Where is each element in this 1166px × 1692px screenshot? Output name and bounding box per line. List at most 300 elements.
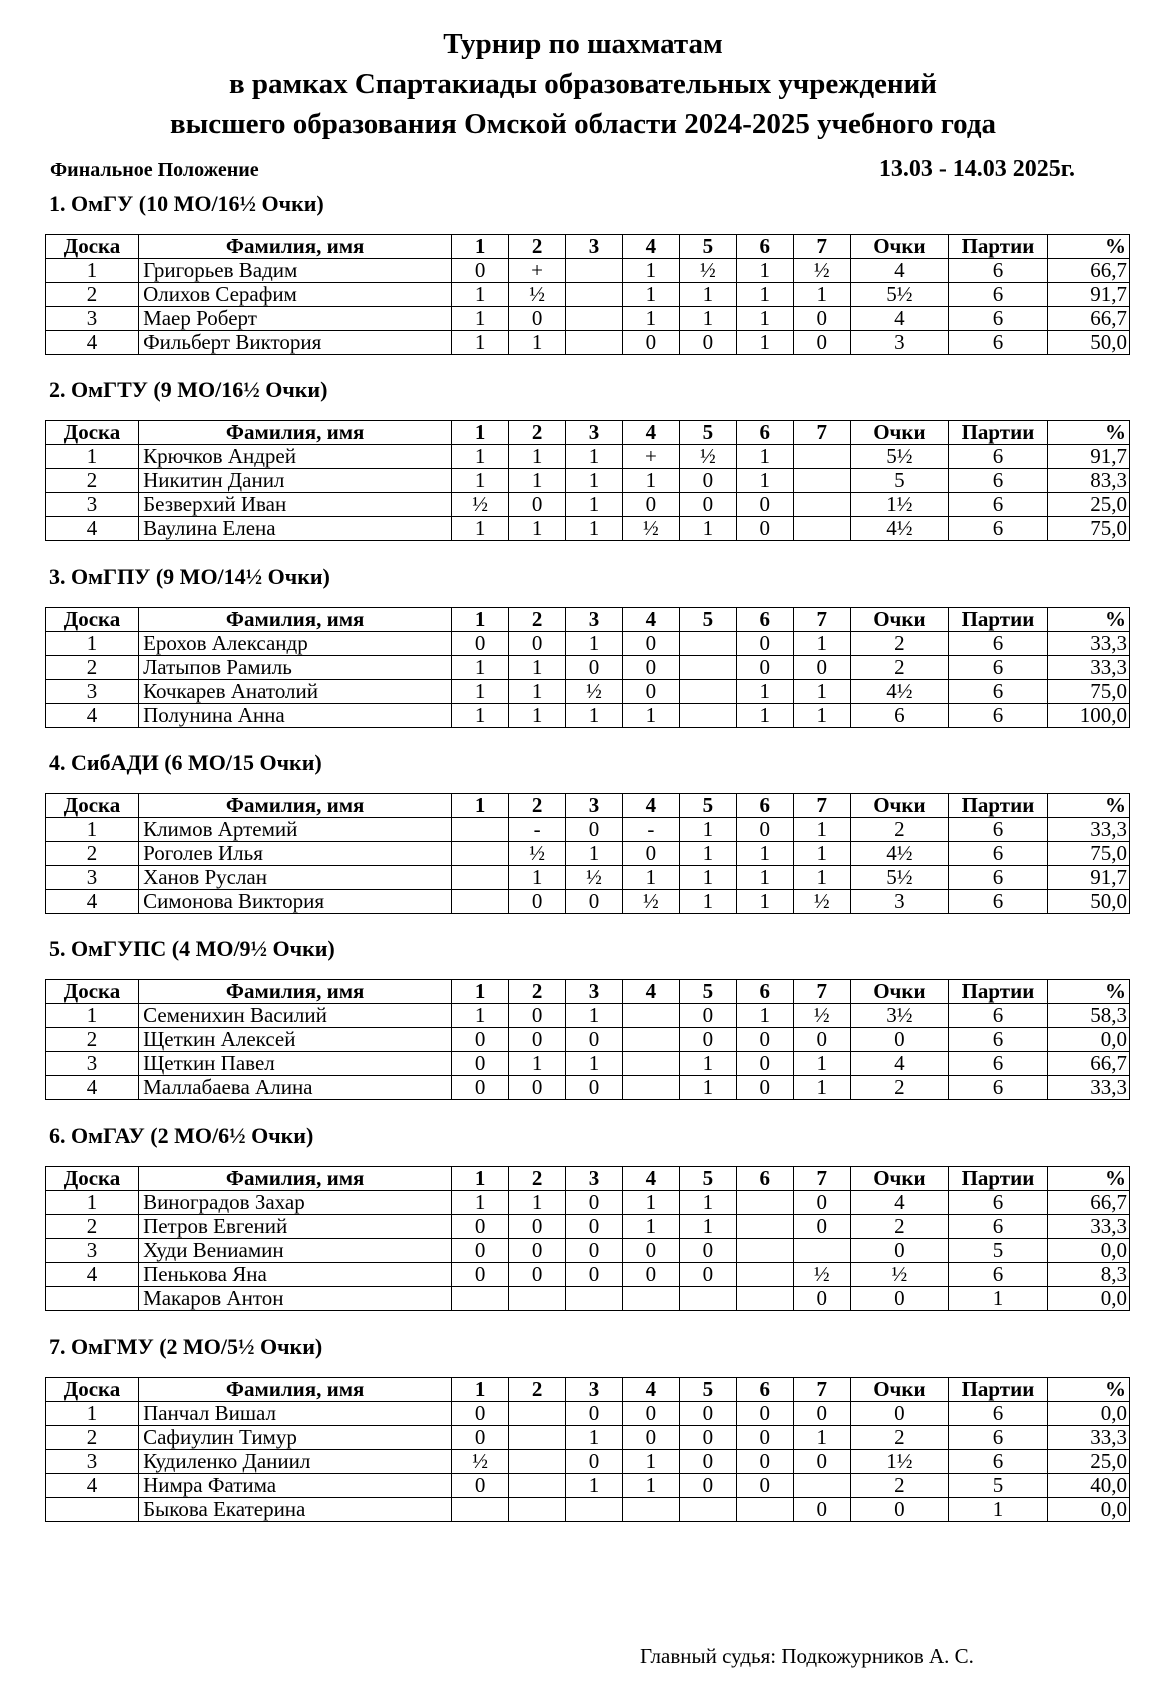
- result-cell: 0: [452, 1263, 509, 1287]
- column-header: 1: [452, 794, 509, 818]
- column-header: Доска: [46, 1378, 139, 1402]
- result-cell: 4: [850, 1052, 949, 1076]
- table-row: [46, 331, 1130, 355]
- result-cell: [566, 1498, 623, 1522]
- result-cell: ½: [793, 1263, 850, 1287]
- result-cell: 6: [949, 818, 1048, 842]
- result-cell: 0: [566, 1239, 623, 1263]
- board-number: 3: [46, 866, 139, 890]
- result-cell: 6: [949, 1052, 1048, 1076]
- column-header: 5: [679, 421, 736, 445]
- team-section: [45, 935, 1130, 1100]
- result-cell: 1: [679, 1215, 736, 1239]
- result-cell: 33,3: [1047, 1076, 1129, 1100]
- result-cell: +: [622, 445, 679, 469]
- result-cell: 0: [679, 1239, 736, 1263]
- column-header: 6: [736, 1378, 793, 1402]
- board-number: 4: [46, 890, 139, 914]
- result-cell: 0: [566, 1402, 623, 1426]
- column-header: 7: [793, 608, 850, 632]
- result-cell: [736, 1263, 793, 1287]
- player-name: Ваулина Елена: [139, 517, 452, 541]
- table-row: [46, 1004, 1130, 1028]
- result-cell: 1: [736, 680, 793, 704]
- result-cell: 0: [566, 818, 623, 842]
- result-cell: [679, 632, 736, 656]
- player-name: Латыпов Рамиль: [139, 656, 452, 680]
- result-cell: [566, 259, 623, 283]
- result-cell: 50,0: [1047, 890, 1129, 914]
- result-cell: 1: [622, 1191, 679, 1215]
- result-cell: 75,0: [1047, 517, 1129, 541]
- result-cell: 0: [679, 1028, 736, 1052]
- result-cell: [622, 1028, 679, 1052]
- result-cell: 4½: [850, 680, 949, 704]
- result-cell: 1: [622, 1474, 679, 1498]
- result-cell: ½: [793, 259, 850, 283]
- result-cell: 1: [452, 445, 509, 469]
- column-header: Партии: [949, 794, 1048, 818]
- result-cell: 0: [452, 1076, 509, 1100]
- player-name: Щеткин Павел: [139, 1052, 452, 1076]
- result-cell: [622, 1052, 679, 1076]
- result-cell: 33,3: [1047, 632, 1129, 656]
- result-cell: 0: [622, 493, 679, 517]
- result-cell: 0: [793, 331, 850, 355]
- table-row: [46, 1474, 1130, 1498]
- result-cell: 0: [622, 632, 679, 656]
- table-row: [46, 890, 1130, 914]
- column-header: 5: [679, 980, 736, 1004]
- team-heading: 1. ОмГУ (10 МО/16½ Очки): [49, 191, 324, 216]
- result-cell: [679, 656, 736, 680]
- column-header: 2: [509, 1378, 566, 1402]
- result-cell: 0: [509, 1239, 566, 1263]
- column-header: 5: [679, 1167, 736, 1191]
- result-cell: 6: [949, 1215, 1048, 1239]
- result-cell: 6: [949, 842, 1048, 866]
- player-name: Панчал Вишал: [139, 1402, 452, 1426]
- result-cell: 1: [736, 1004, 793, 1028]
- table-row: [46, 632, 1130, 656]
- column-header: 6: [736, 1167, 793, 1191]
- player-name: Быкова Екатерина: [139, 1498, 452, 1522]
- table-row: [46, 1498, 1130, 1522]
- result-cell: 1: [509, 704, 566, 728]
- result-cell: 0: [509, 1004, 566, 1028]
- result-cell: 0: [736, 517, 793, 541]
- column-header: 4: [622, 794, 679, 818]
- column-header: 7: [793, 1167, 850, 1191]
- results-table: [45, 234, 1130, 355]
- result-cell: ½: [452, 493, 509, 517]
- result-cell: ½: [793, 890, 850, 914]
- result-cell: [509, 1287, 566, 1311]
- column-header: 5: [679, 794, 736, 818]
- result-cell: 0: [622, 1239, 679, 1263]
- result-cell: -: [622, 818, 679, 842]
- result-cell: 5½: [850, 445, 949, 469]
- column-header: Фамилия, имя: [139, 980, 452, 1004]
- result-cell: 0: [509, 493, 566, 517]
- result-cell: 1: [793, 283, 850, 307]
- column-header: 1: [452, 421, 509, 445]
- result-cell: 1: [679, 1052, 736, 1076]
- result-cell: 5: [949, 1239, 1048, 1263]
- column-header: %: [1047, 794, 1129, 818]
- board-number: 1: [46, 1191, 139, 1215]
- player-name: Маллабаева Алина: [139, 1076, 452, 1100]
- result-cell: 1: [622, 1450, 679, 1474]
- board-number: 4: [46, 1076, 139, 1100]
- result-cell: 0: [509, 307, 566, 331]
- result-cell: 33,3: [1047, 818, 1129, 842]
- result-cell: 66,7: [1047, 1052, 1129, 1076]
- result-cell: 1: [509, 866, 566, 890]
- result-cell: 0: [452, 1028, 509, 1052]
- result-cell: 0: [566, 1076, 623, 1100]
- result-cell: 1: [566, 1474, 623, 1498]
- result-cell: 1: [566, 842, 623, 866]
- result-cell: 0: [736, 632, 793, 656]
- team-section: [45, 190, 1130, 355]
- result-cell: 8,3: [1047, 1263, 1129, 1287]
- result-cell: 66,7: [1047, 259, 1129, 283]
- result-cell: 0: [793, 1028, 850, 1052]
- result-cell: 6: [949, 307, 1048, 331]
- column-header: 6: [736, 794, 793, 818]
- result-cell: 1: [452, 307, 509, 331]
- team-heading: 6. ОмГАУ (2 МО/6½ Очки): [49, 1123, 314, 1148]
- player-name: Олихов Серафим: [139, 283, 452, 307]
- team-heading: 2. ОмГТУ (9 МО/16½ Очки): [49, 377, 328, 402]
- result-cell: 1: [452, 680, 509, 704]
- result-cell: 1: [679, 1191, 736, 1215]
- result-cell: 1: [509, 1191, 566, 1215]
- result-cell: 33,3: [1047, 656, 1129, 680]
- results-table: [45, 1166, 1130, 1311]
- result-cell: 1: [566, 1004, 623, 1028]
- result-cell: 6: [949, 1402, 1048, 1426]
- column-header: 4: [622, 421, 679, 445]
- result-cell: 4: [850, 259, 949, 283]
- column-header: 3: [566, 421, 623, 445]
- table-row: [46, 842, 1130, 866]
- column-header: 3: [566, 1167, 623, 1191]
- result-cell: 0: [793, 1402, 850, 1426]
- result-cell: 0: [850, 1028, 949, 1052]
- result-cell: 1: [793, 704, 850, 728]
- result-cell: 83,3: [1047, 469, 1129, 493]
- result-cell: 6: [949, 1028, 1048, 1052]
- result-cell: 6: [949, 1450, 1048, 1474]
- result-cell: 0: [679, 1263, 736, 1287]
- result-cell: 2: [850, 818, 949, 842]
- result-cell: 2: [850, 1076, 949, 1100]
- result-cell: 1: [736, 842, 793, 866]
- result-cell: 1: [566, 469, 623, 493]
- result-cell: [566, 283, 623, 307]
- result-cell: ½: [679, 445, 736, 469]
- result-cell: 0: [850, 1498, 949, 1522]
- column-header: 3: [566, 608, 623, 632]
- results-table: [45, 1377, 1130, 1522]
- result-cell: 1: [509, 469, 566, 493]
- result-cell: [622, 1498, 679, 1522]
- result-cell: 6: [949, 866, 1048, 890]
- result-cell: 0: [452, 1239, 509, 1263]
- player-name: Семенихин Василий: [139, 1004, 452, 1028]
- result-cell: [793, 517, 850, 541]
- player-name: Пенькова Яна: [139, 1263, 452, 1287]
- result-cell: 1: [452, 656, 509, 680]
- column-header: Фамилия, имя: [139, 235, 452, 259]
- result-cell: [793, 1239, 850, 1263]
- player-name: Нимра Фатима: [139, 1474, 452, 1498]
- result-cell: 6: [949, 1191, 1048, 1215]
- result-cell: 0: [850, 1402, 949, 1426]
- result-cell: 1: [622, 283, 679, 307]
- result-cell: 66,7: [1047, 1191, 1129, 1215]
- board-number: 1: [46, 818, 139, 842]
- result-cell: ½: [679, 259, 736, 283]
- result-cell: [509, 1402, 566, 1426]
- result-cell: 0: [679, 1426, 736, 1450]
- dates: 13.03 - 14.03 2025г.: [878, 156, 1075, 182]
- result-cell: 1: [793, 632, 850, 656]
- result-cell: [736, 1239, 793, 1263]
- board-number: 2: [46, 842, 139, 866]
- column-header: 7: [793, 794, 850, 818]
- column-header: 1: [452, 235, 509, 259]
- result-cell: 0: [509, 632, 566, 656]
- result-cell: 1: [679, 866, 736, 890]
- player-name: Ерохов Александр: [139, 632, 452, 656]
- result-cell: [509, 1474, 566, 1498]
- player-name: Климов Артемий: [139, 818, 452, 842]
- board-number: 2: [46, 1028, 139, 1052]
- result-cell: [509, 1450, 566, 1474]
- table-row: [46, 1191, 1130, 1215]
- table-row: [46, 818, 1130, 842]
- result-cell: 0: [452, 1215, 509, 1239]
- player-name: Симонова Виктория: [139, 890, 452, 914]
- result-cell: 1: [452, 331, 509, 355]
- team-heading: 3. ОмГПУ (9 МО/14½ Очки): [49, 564, 330, 589]
- column-header: 2: [509, 794, 566, 818]
- result-cell: [566, 1287, 623, 1311]
- result-cell: 1: [566, 493, 623, 517]
- result-cell: [679, 1498, 736, 1522]
- result-cell: -: [509, 818, 566, 842]
- result-cell: 1: [793, 1426, 850, 1450]
- board-number: 3: [46, 680, 139, 704]
- result-cell: [509, 1498, 566, 1522]
- column-header: 5: [679, 235, 736, 259]
- column-header: Фамилия, имя: [139, 1378, 452, 1402]
- result-cell: 3: [850, 331, 949, 355]
- result-cell: 6: [850, 704, 949, 728]
- column-header: 5: [679, 608, 736, 632]
- result-cell: 33,3: [1047, 1426, 1129, 1450]
- result-cell: 6: [949, 331, 1048, 355]
- team-section: [45, 376, 1130, 541]
- result-cell: 1: [622, 307, 679, 331]
- document-title: [0, 24, 1166, 144]
- board-number: 2: [46, 283, 139, 307]
- column-header: 3: [566, 235, 623, 259]
- result-cell: [793, 1474, 850, 1498]
- result-cell: [452, 818, 509, 842]
- player-name: Ханов Руслан: [139, 866, 452, 890]
- board-number: 4: [46, 1474, 139, 1498]
- board-number: 3: [46, 1450, 139, 1474]
- result-cell: 0: [736, 1052, 793, 1076]
- column-header: 4: [622, 235, 679, 259]
- result-cell: 1: [679, 307, 736, 331]
- column-header: 6: [736, 235, 793, 259]
- title-line-1: Турнир по шахматам: [443, 28, 723, 60]
- result-cell: 91,7: [1047, 283, 1129, 307]
- result-cell: 100,0: [1047, 704, 1129, 728]
- column-header: Доска: [46, 794, 139, 818]
- result-cell: 0: [509, 1263, 566, 1287]
- result-cell: 0: [793, 1450, 850, 1474]
- table-header-row: [46, 235, 1130, 259]
- result-cell: 0: [566, 1028, 623, 1052]
- result-cell: 5: [949, 1474, 1048, 1498]
- result-cell: 1: [509, 656, 566, 680]
- table-row: [46, 1239, 1130, 1263]
- result-cell: 0: [679, 1402, 736, 1426]
- result-cell: 0,0: [1047, 1498, 1129, 1522]
- result-cell: 1: [566, 632, 623, 656]
- result-cell: 1: [509, 517, 566, 541]
- board-number: [46, 1498, 139, 1522]
- result-cell: 6: [949, 517, 1048, 541]
- player-name: Крючков Андрей: [139, 445, 452, 469]
- column-header: %: [1047, 980, 1129, 1004]
- team-heading: 4. СибАДИ (6 МО/15 Очки): [49, 750, 322, 775]
- result-cell: 6: [949, 632, 1048, 656]
- result-cell: 0: [452, 259, 509, 283]
- result-cell: 1: [793, 866, 850, 890]
- table-header-row: [46, 1378, 1130, 1402]
- result-cell: [736, 1191, 793, 1215]
- column-header: 7: [793, 980, 850, 1004]
- board-number: 2: [46, 656, 139, 680]
- board-number: 3: [46, 493, 139, 517]
- table-row: [46, 1402, 1130, 1426]
- result-cell: 0: [452, 632, 509, 656]
- result-cell: [509, 1426, 566, 1450]
- column-header: 6: [736, 980, 793, 1004]
- result-cell: 1: [622, 1215, 679, 1239]
- column-header: Фамилия, имя: [139, 421, 452, 445]
- result-cell: [793, 445, 850, 469]
- player-name: Щеткин Алексей: [139, 1028, 452, 1052]
- result-cell: [566, 331, 623, 355]
- result-cell: 0: [736, 1076, 793, 1100]
- result-cell: 1: [679, 842, 736, 866]
- column-header: %: [1047, 421, 1129, 445]
- table-row: [46, 283, 1130, 307]
- result-cell: [679, 704, 736, 728]
- column-header: 1: [452, 1167, 509, 1191]
- result-cell: 1: [679, 1076, 736, 1100]
- column-header: Доска: [46, 980, 139, 1004]
- result-cell: 6: [949, 445, 1048, 469]
- table-row: [46, 1287, 1130, 1311]
- board-number: 2: [46, 1215, 139, 1239]
- column-header: 6: [736, 608, 793, 632]
- column-header: %: [1047, 608, 1129, 632]
- column-header: Очки: [850, 608, 949, 632]
- table-row: [46, 1450, 1130, 1474]
- result-cell: [793, 493, 850, 517]
- result-cell: 0: [452, 1402, 509, 1426]
- result-cell: [793, 469, 850, 493]
- player-name: Никитин Данил: [139, 469, 452, 493]
- result-cell: 4: [850, 1191, 949, 1215]
- board-number: 4: [46, 1263, 139, 1287]
- result-cell: 0: [452, 1426, 509, 1450]
- column-header: 2: [509, 1167, 566, 1191]
- column-header: Доска: [46, 1167, 139, 1191]
- result-cell: 0: [622, 1426, 679, 1450]
- result-cell: ½: [509, 842, 566, 866]
- result-cell: 0: [736, 1426, 793, 1450]
- board-number: [46, 1287, 139, 1311]
- result-cell: 1: [452, 1191, 509, 1215]
- result-cell: 6: [949, 259, 1048, 283]
- result-cell: 0: [566, 656, 623, 680]
- results-table: [45, 420, 1130, 541]
- column-header: Партии: [949, 421, 1048, 445]
- column-header: 2: [509, 980, 566, 1004]
- result-cell: 1: [566, 704, 623, 728]
- result-cell: [622, 1004, 679, 1028]
- column-header: Очки: [850, 1167, 949, 1191]
- result-cell: 0: [622, 1263, 679, 1287]
- column-header: Очки: [850, 1378, 949, 1402]
- board-number: 1: [46, 1004, 139, 1028]
- result-cell: 75,0: [1047, 842, 1129, 866]
- result-cell: 4½: [850, 842, 949, 866]
- result-cell: 0: [736, 818, 793, 842]
- player-name: Сафиулин Тимур: [139, 1426, 452, 1450]
- result-cell: 1: [566, 445, 623, 469]
- column-header: Партии: [949, 980, 1048, 1004]
- player-name: Полунина Анна: [139, 704, 452, 728]
- table-row: [46, 866, 1130, 890]
- result-cell: 0: [622, 680, 679, 704]
- result-cell: 75,0: [1047, 680, 1129, 704]
- player-name: Виноградов Захар: [139, 1191, 452, 1215]
- table-row: [46, 469, 1130, 493]
- result-cell: 40,0: [1047, 1474, 1129, 1498]
- result-cell: 0: [793, 1191, 850, 1215]
- result-cell: 0: [679, 1474, 736, 1498]
- result-cell: 0: [736, 493, 793, 517]
- result-cell: 6: [949, 283, 1048, 307]
- result-cell: 5: [850, 469, 949, 493]
- title-line-2: в рамках Спартакиады образовательных учреждений: [229, 68, 937, 100]
- result-cell: 1: [566, 517, 623, 541]
- result-cell: 0: [509, 1076, 566, 1100]
- player-name: Кочкарев Анатолий: [139, 680, 452, 704]
- column-header: 4: [622, 1378, 679, 1402]
